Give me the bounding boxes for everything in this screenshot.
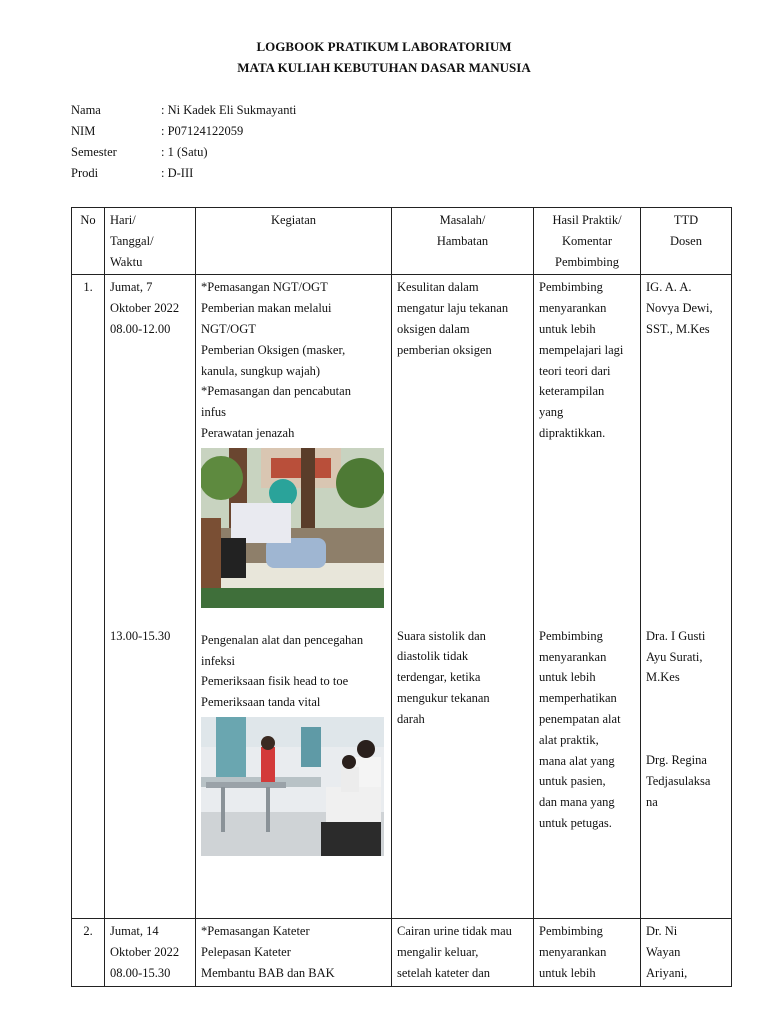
title-line-1: LOGBOOK PRATIKUM LABORATORIUM — [256, 39, 512, 54]
row-kegiatan: *Pemasangan Kateter Pelepasan Kateter Membantu BAB dan BAK — [196, 919, 392, 986]
row-date: Jumat, 14 Oktober 2022 08.00-15.30 — [105, 919, 196, 986]
nim-value: : P07124122059 — [161, 124, 244, 138]
row-hasil: Pembimbing menyarankan untuk lebih — [534, 919, 641, 986]
nama-value: : Ni Kadek Eli Sukmayanti — [161, 103, 297, 117]
header-kegiatan: Kegiatan — [196, 208, 392, 275]
practice-photo-2 — [201, 717, 384, 856]
prodi-value: : D-III — [161, 166, 194, 180]
title-line-2: MATA KULIAH KEBUTUHAN DASAR MANUSIA — [237, 60, 531, 75]
row-kegiatan: *Pemasangan NGT/OGT Pemberian makan melalui NGT/OGT Pemberian Oksigen (masker, kanula, sungkup wajah) *Pemasangan dan pencabutan infus Perawatan jenazah Pengenalan alat dan pencegahan infeksi Pemeriksaan fisik head to toe Pemeriksaan tanda vital — [196, 275, 392, 919]
table-header-row — [72, 208, 732, 275]
row-masalah: Kesulitan dalam mengatur laju tekanan oksigen dalam pemberian oksigen Suara sistolik dan diastolik tidak terdengar, ketika mengukur tekanan darah — [392, 275, 534, 919]
row-date: Jumat, 7 Oktober 2022 08.00-12.00 13.00-15.30 — [105, 275, 196, 919]
practice-photo-1 — [201, 448, 384, 608]
semester-value: : 1 (Satu) — [161, 145, 208, 159]
header-ttd: TTD Dosen — [641, 208, 732, 275]
header-hasil: Hasil Praktik/ Komentar Pembimbing — [534, 208, 641, 275]
nama-label: Nama — [71, 103, 101, 117]
row-number: 2. — [72, 919, 105, 986]
header-no: No — [72, 208, 105, 275]
row-masalah: Cairan urine tidak mau mengalir keluar, setelah kateter dan — [392, 919, 534, 986]
table-row — [72, 919, 732, 986]
header-masalah: Masalah/ Hambatan — [392, 208, 534, 275]
header-hari: Hari/ Tanggal/ Waktu — [105, 208, 196, 275]
nim-label: NIM — [71, 124, 96, 138]
row-hasil: Pembimbing menyarankan untuk lebih mempelajari lagi teori teori dari keterampilan yang dipraktikkan. Pembimbing menyarankan untuk lebih memperhatikan penempatan alat alat praktik, mana alat yang untuk pasien, dan mana yang untuk petugas. — [534, 275, 641, 919]
semester-label: Semester — [71, 145, 117, 159]
table-row — [72, 275, 732, 919]
row-ttd: IG. A. A. Novya Dewi, SST., M.Kes Dra. I Gusti Ayu Surati, M.Kes Drg. Regina Tedjasulaksa na — [641, 275, 732, 919]
row-time-2: 13.00-15.30 — [110, 628, 171, 643]
row-number: 1. — [72, 275, 105, 919]
row-ttd: Dr. Ni Wayan Ariyani, — [641, 919, 732, 986]
logbook-table — [71, 207, 732, 987]
prodi-label: Prodi — [71, 166, 99, 180]
